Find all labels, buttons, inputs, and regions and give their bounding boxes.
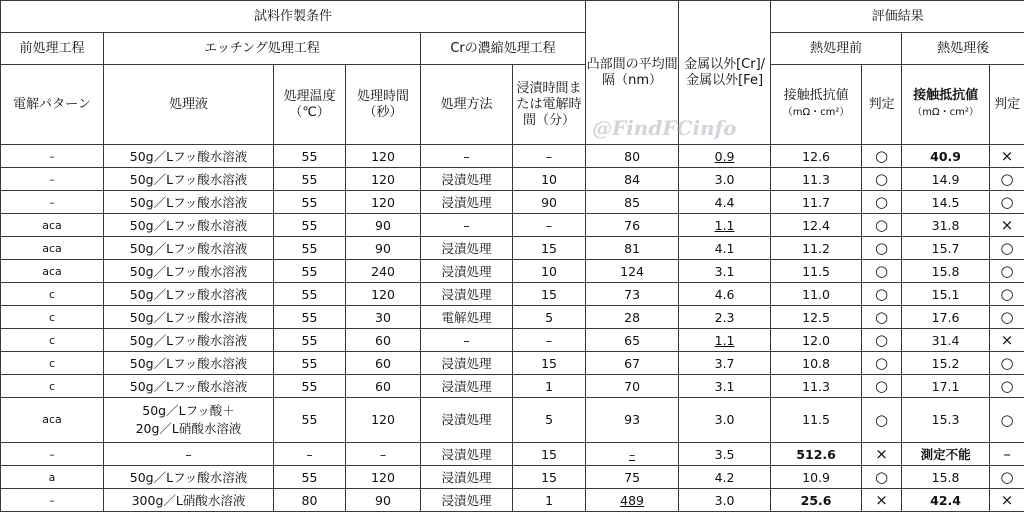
cell-r1: 11.3 <box>771 375 862 398</box>
cell-solution: 50g／Lフッ酸水溶液 <box>104 237 274 260</box>
cell-temp: 55 <box>274 191 346 214</box>
cell-method: 浸漬処理 <box>421 466 513 489</box>
cell-j1: ○ <box>862 260 902 283</box>
cell-j2: ○ <box>990 398 1024 443</box>
cell-j2: × <box>990 489 1024 512</box>
cell-spacing: 75 <box>586 466 679 489</box>
cell-method: 浸漬処理 <box>421 283 513 306</box>
cell-solution: 50g／Lフッ酸水溶液 <box>104 352 274 375</box>
contact-unit: （mΩ・cm²） <box>912 107 979 118</box>
cell-j1: × <box>862 489 902 512</box>
cell-j1: ○ <box>862 214 902 237</box>
cell-r2: 14.9 <box>902 168 990 191</box>
header-electrolysis-pattern: 電解パターン <box>1 65 104 145</box>
table-row <box>1 191 1024 214</box>
cell-spacing: 80 <box>586 145 679 168</box>
cell-pattern: aca <box>1 398 104 443</box>
cell-ratio: 2.3 <box>679 306 771 329</box>
cell-j1: ○ <box>862 466 902 489</box>
contact-label: 接触抵抗値 <box>783 88 849 103</box>
cell-temp: 55 <box>274 375 346 398</box>
cell-temp: 80 <box>274 489 346 512</box>
cell-r1: 12.0 <box>771 329 862 352</box>
cell-r2: 15.1 <box>902 283 990 306</box>
cell-method: 浸漬処理 <box>421 260 513 283</box>
cell-time: 30 <box>346 306 421 329</box>
table-row <box>1 375 1024 398</box>
cell-j1: ○ <box>862 306 902 329</box>
header-immersion-time: 浸漬時間または電解時間（分） <box>513 65 586 145</box>
table-row <box>1 489 1024 512</box>
header-time: 処理時間（秒） <box>346 65 421 145</box>
cell-pattern: – <box>1 191 104 214</box>
cell-method: – <box>421 214 513 237</box>
header-pretreatment: 前処理工程 <box>1 33 104 65</box>
cell-j2: × <box>990 145 1024 168</box>
cell-j1: ○ <box>862 398 902 443</box>
cell-j1: ○ <box>862 352 902 375</box>
cell-solution: 50g／Lフッ酸水溶液 <box>104 329 274 352</box>
cell-ratio: 3.0 <box>679 398 771 443</box>
header-results: 評価結果 <box>771 1 1024 33</box>
table-row <box>1 352 1024 375</box>
contact-unit: （mΩ・cm²） <box>782 107 850 118</box>
header-conditions: 試料作製条件 <box>1 1 586 33</box>
cell-ratio: 1.1 <box>679 214 771 237</box>
cell-pattern: – <box>1 168 104 191</box>
cell-j1: ○ <box>862 283 902 306</box>
cell-spacing: – <box>586 443 679 466</box>
cell-pattern: aca <box>1 260 104 283</box>
cell-ratio: 3.1 <box>679 375 771 398</box>
table-row <box>1 306 1024 329</box>
cell-r1: 12.4 <box>771 214 862 237</box>
cell-time: 90 <box>346 489 421 512</box>
cell-r1: 11.5 <box>771 398 862 443</box>
table-row <box>1 260 1024 283</box>
cell-time: 120 <box>346 145 421 168</box>
cell-r1: 11.2 <box>771 237 862 260</box>
table-row <box>1 443 1024 466</box>
cell-j2: × <box>990 214 1024 237</box>
cell-ratio: 4.1 <box>679 237 771 260</box>
cell-method: 浸漬処理 <box>421 398 513 443</box>
cell-time: 90 <box>346 237 421 260</box>
cell-spacing: 85 <box>586 191 679 214</box>
cell-spacing: 81 <box>586 237 679 260</box>
cell-method: 浸漬処理 <box>421 443 513 466</box>
cell-ratio: 3.5 <box>679 443 771 466</box>
cell-r2: 15.8 <box>902 466 990 489</box>
cell-dur: – <box>513 214 586 237</box>
cell-ratio: 1.1 <box>679 329 771 352</box>
cell-dur: 10 <box>513 260 586 283</box>
cell-r2: 40.9 <box>902 145 990 168</box>
cell-time: 90 <box>346 214 421 237</box>
cell-j1: ○ <box>862 168 902 191</box>
cell-r1: 25.6 <box>771 489 862 512</box>
cell-pattern: c <box>1 283 104 306</box>
cell-pattern: – <box>1 443 104 466</box>
header-temp: 処理温度（℃） <box>274 65 346 145</box>
cell-ratio: 4.4 <box>679 191 771 214</box>
cell-r2: 15.2 <box>902 352 990 375</box>
cell-solution: 300g／L硝酸水溶液 <box>104 489 274 512</box>
cell-solution: 50g／Lフッ酸水溶液 <box>104 260 274 283</box>
cell-j2: ○ <box>990 260 1024 283</box>
table-row <box>1 466 1024 489</box>
cell-ratio: 4.6 <box>679 283 771 306</box>
cell-solution: 50g／Lフッ酸水溶液 <box>104 168 274 191</box>
solution-line: 20g／L硝酸水溶液 <box>135 421 242 436</box>
cell-j2: ○ <box>990 352 1024 375</box>
cell-spacing: 489 <box>586 489 679 512</box>
cell-method: 浸漬処理 <box>421 352 513 375</box>
cell-method: 浸漬処理 <box>421 237 513 260</box>
cell-r1: 11.5 <box>771 260 862 283</box>
cell-temp: 55 <box>274 466 346 489</box>
cell-r1: 512.6 <box>771 443 862 466</box>
cell-r2: 14.5 <box>902 191 990 214</box>
cell-spacing: 84 <box>586 168 679 191</box>
cell-dur: 1 <box>513 375 586 398</box>
cell-temp: 55 <box>274 214 346 237</box>
cell-time: 60 <box>346 375 421 398</box>
cell-time: 120 <box>346 191 421 214</box>
cell-j2: ○ <box>990 306 1024 329</box>
cell-temp: 55 <box>274 329 346 352</box>
cell-dur: – <box>513 145 586 168</box>
cell-r2: 31.4 <box>902 329 990 352</box>
cell-time: 120 <box>346 398 421 443</box>
cell-method: – <box>421 329 513 352</box>
cell-j2: × <box>990 329 1024 352</box>
cell-solution: 50g／Lフッ酸水溶液 <box>104 306 274 329</box>
table-body <box>1 145 1024 512</box>
header-solution: 処理液 <box>104 65 274 145</box>
cell-j2: ○ <box>990 191 1024 214</box>
cell-r1: 10.9 <box>771 466 862 489</box>
table-row <box>1 329 1024 352</box>
cell-r1: 12.6 <box>771 145 862 168</box>
cell-r1: 12.5 <box>771 306 862 329</box>
cell-spacing: 67 <box>586 352 679 375</box>
table-row <box>1 214 1024 237</box>
cell-time: 240 <box>346 260 421 283</box>
cell-r2: 17.6 <box>902 306 990 329</box>
cell-j2: ○ <box>990 466 1024 489</box>
cell-solution: – <box>104 443 274 466</box>
cell-ratio: 3.0 <box>679 489 771 512</box>
cell-spacing: 70 <box>586 375 679 398</box>
cell-method: 浸漬処理 <box>421 168 513 191</box>
cell-r2: 測定不能 <box>902 443 990 466</box>
cell-spacing: 76 <box>586 214 679 237</box>
table-row <box>1 398 1024 443</box>
cell-spacing: 65 <box>586 329 679 352</box>
cell-j1: × <box>862 443 902 466</box>
table-row <box>1 283 1024 306</box>
cell-r1: 11.3 <box>771 168 862 191</box>
cell-solution: 50g／Lフッ酸水溶液 <box>104 283 274 306</box>
cell-time: 120 <box>346 168 421 191</box>
cell-spacing: 93 <box>586 398 679 443</box>
cell-spacing: 73 <box>586 283 679 306</box>
cell-temp: 55 <box>274 145 346 168</box>
cell-time: 60 <box>346 329 421 352</box>
cell-spacing: 28 <box>586 306 679 329</box>
cell-pattern: c <box>1 329 104 352</box>
cell-r2: 15.3 <box>902 398 990 443</box>
cell-dur: 15 <box>513 237 586 260</box>
cell-r2: 42.4 <box>902 489 990 512</box>
cell-j1: ○ <box>862 191 902 214</box>
cell-ratio: 3.1 <box>679 260 771 283</box>
cell-pattern: – <box>1 145 104 168</box>
header-contact-after <box>902 65 990 145</box>
cell-time: 120 <box>346 466 421 489</box>
cell-ratio: 4.2 <box>679 466 771 489</box>
cell-j1: ○ <box>862 375 902 398</box>
cell-j2: ○ <box>990 168 1024 191</box>
cell-r1: 11.0 <box>771 283 862 306</box>
cell-pattern: c <box>1 375 104 398</box>
cell-spacing: 124 <box>586 260 679 283</box>
cell-dur: 1 <box>513 489 586 512</box>
cell-r2: 17.1 <box>902 375 990 398</box>
cell-method: 浸漬処理 <box>421 489 513 512</box>
cell-solution: 50g／Lフッ酸水溶液 <box>104 145 274 168</box>
cell-dur: 15 <box>513 466 586 489</box>
cell-temp: 55 <box>274 352 346 375</box>
header-etching: エッチング処理工程 <box>104 33 421 65</box>
cell-j1: ○ <box>862 329 902 352</box>
cell-dur: – <box>513 329 586 352</box>
cell-dur: 15 <box>513 352 586 375</box>
cell-time: 60 <box>346 352 421 375</box>
header-before-heat: 熱処理前 <box>771 33 902 65</box>
table-row <box>1 237 1024 260</box>
cell-ratio: 3.0 <box>679 168 771 191</box>
cell-r1: 11.7 <box>771 191 862 214</box>
header-ratio: 金属以外[Cr]/金属以外[Fe] <box>679 1 771 145</box>
watermark: @FindFCinfo <box>592 116 737 140</box>
header-after-heat: 熱処理後 <box>902 33 1024 65</box>
header-cr-process: Crの濃縮処理工程 <box>421 33 586 65</box>
cell-solution: 50g／Lフッ酸水溶液 <box>104 375 274 398</box>
cell-temp: 55 <box>274 260 346 283</box>
contact-label: 接触抵抗値 <box>913 88 979 103</box>
cell-pattern: – <box>1 489 104 512</box>
cell-dur: 5 <box>513 398 586 443</box>
cell-temp: 55 <box>274 283 346 306</box>
cell-r2: 15.7 <box>902 237 990 260</box>
cell-j2: ○ <box>990 237 1024 260</box>
header-judgement-after: 判定 <box>990 65 1024 145</box>
cell-pattern: aca <box>1 214 104 237</box>
cell-dur: 10 <box>513 168 586 191</box>
cell-solution: 50g／Lフッ酸水溶液 <box>104 214 274 237</box>
solution-line: 50g／Lフッ酸＋ <box>142 403 235 418</box>
cell-j2: – <box>990 443 1024 466</box>
cell-method: 電解処理 <box>421 306 513 329</box>
cell-pattern: a <box>1 466 104 489</box>
cell-j1: ○ <box>862 237 902 260</box>
cell-dur: 5 <box>513 306 586 329</box>
cell-pattern: c <box>1 306 104 329</box>
header-judgement-before: 判定 <box>862 65 902 145</box>
cell-j2: ○ <box>990 375 1024 398</box>
cell-solution: 50g／Lフッ酸水溶液 <box>104 466 274 489</box>
cell-ratio: 0.9 <box>679 145 771 168</box>
cell-time: – <box>346 443 421 466</box>
cell-dur: 15 <box>513 443 586 466</box>
cell-r2: 15.8 <box>902 260 990 283</box>
cell-temp: 55 <box>274 168 346 191</box>
cell-temp: 55 <box>274 398 346 443</box>
cell-solution <box>104 398 274 443</box>
table-row <box>1 145 1024 168</box>
cell-r2: 31.8 <box>902 214 990 237</box>
cell-j2: ○ <box>990 283 1024 306</box>
cell-pattern: c <box>1 352 104 375</box>
header-spacing: 凸部間の平均間隔（nm） <box>586 1 679 145</box>
cell-j1: ○ <box>862 145 902 168</box>
cell-dur: 15 <box>513 283 586 306</box>
cell-method: – <box>421 145 513 168</box>
cell-r1: 10.8 <box>771 352 862 375</box>
cell-solution: 50g／Lフッ酸水溶液 <box>104 191 274 214</box>
header-method: 処理方法 <box>421 65 513 145</box>
cell-pattern: aca <box>1 237 104 260</box>
cell-method: 浸漬処理 <box>421 375 513 398</box>
cell-temp: 55 <box>274 237 346 260</box>
cell-dur: 90 <box>513 191 586 214</box>
cell-time: 120 <box>346 283 421 306</box>
cell-temp: 55 <box>274 306 346 329</box>
cell-temp: – <box>274 443 346 466</box>
cell-method: 浸漬処理 <box>421 191 513 214</box>
header-contact-before <box>771 65 862 145</box>
cell-ratio: 3.7 <box>679 352 771 375</box>
table-row <box>1 168 1024 191</box>
